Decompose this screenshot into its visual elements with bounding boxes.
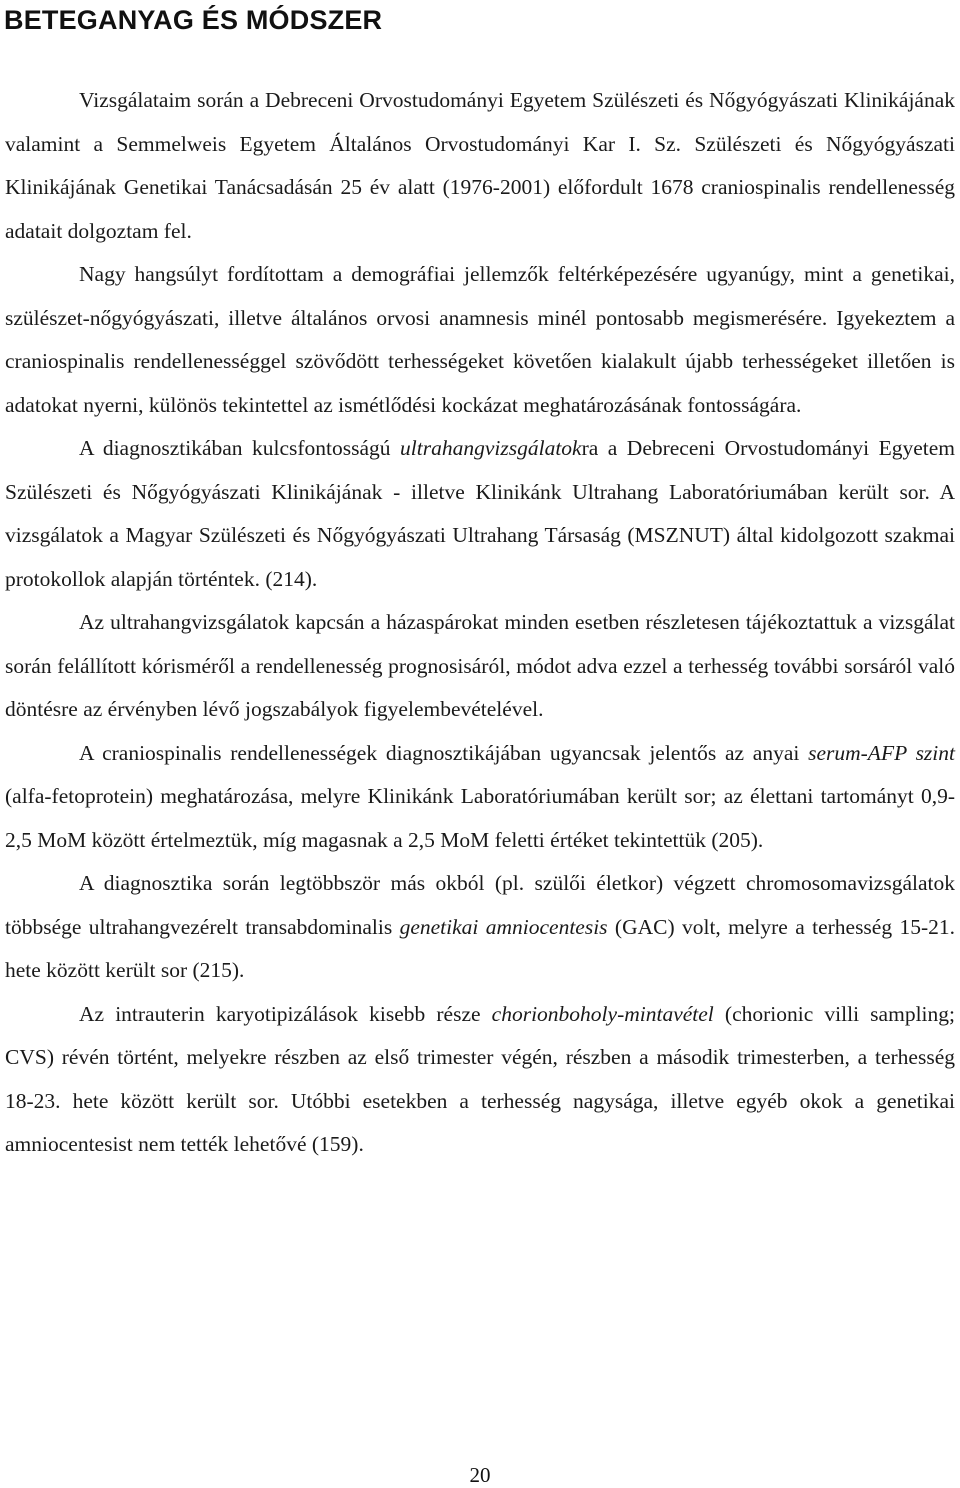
paragraph [5,253,955,427]
italic-term: serum-AFP szint [808,740,955,765]
text-run: Az ultrahangvizsgálatok kapcsán a házaspárokat minden esetben részletesen tájékoztattuk a vizsgálat során felállított kórisméről a rendellenesség prognosisáról, módot adva ezzel a terhesség további sorsáról való döntésre az érvényben lévő jogszabályok figyelembevételével. [5,610,955,721]
text-run: (chorionic villi sampling; CVS) révén történt, melyekre részben az első trimester végén, részben a második trimesterben, a terhesség 18-23. hete között került sor. Utóbbi esetekben a terhesség nagysága, illetve egyéb okok a genetikai amniocentesist nem tették lehetővé (159). [5,1001,955,1156]
italic-term: ultrahangvizsgálatok [400,436,582,460]
italic-term: genetikai amniocentesis [399,914,608,939]
paragraph [5,862,955,993]
text-run: A diagnosztikában kulcsfontosságú [79,436,401,460]
text-run: (GAC) volt, melyre a terhesség 15-21. hete között került sor (215). [5,914,955,982]
section-heading: BETEGANYAG ÉS MÓDSZER [4,5,383,35]
text-run: Az intrauterin karyotipizálások kisebb része [79,1001,492,1026]
text-run: Nagy hangsúlyt fordítottam a demográfiai jellemzők feltérképezésére ugyanúgy, mint a genetikai, szülészet-nőgyógyászati, illetve általános orvosi anamnesis minél pontosabb megismerésére. Igyekeztem a craniospinalis rendellenességgel szövődött terhességeket követően kialakult újabb terhességeket illetően is adatokat nyerni, különös tekintettel az ismétlődési kockázat meghatározásának fontosságára. [5,262,955,417]
paragraph [5,993,955,1167]
paragraph [5,732,955,863]
page-number: 20 [469,1463,491,1487]
text-run: A craniospinalis rendellenességek diagnosztikájában ugyancsak jelentős az anyai [79,740,809,765]
text-run: Vizsgálataim során a Debreceni Orvostudományi Egyetem Szülészeti és Nőgyógyászati Klinikájának valamint a Semmelweis Egyetem Általános Orvostudományi Kar I. Sz. Szülészeti és Nőgyógyászati Klinikájának Genetikai Tanácsadásán 25 év alatt (1976-2001) előfordult 1678 craniospinalis rendellenesség adatait dolgoztam fel. [5,88,955,243]
paragraph [5,79,955,253]
text-run: ra a Debreceni Orvostudományi Egyetem Szülészeti és Nőgyógyászati Klinikájának - illetve Klinikánk Ultrahang Laboratóriumában került sor. A vizsgálatok a Magyar Szülészeti és Nőgyógyászati Ultrahang Társaság (MSZNUT) által kidolgozott szakmai protokollok alapján történtek. (214). [5,436,956,591]
text-run: A diagnosztika során legtöbbször más okból (pl. szülői életkor) végzett chromosomavizsgálatok többsége ultrahangvezérelt transabdominalis [5,871,955,939]
italic-term: chorionboholy-mintavétel [491,1001,714,1026]
body-text [5,79,955,1167]
paragraph [5,427,955,601]
text-run: (alfa-fetoprotein) meghatározása, melyre Klinikánk Laboratóriumában került sor; az élettani tartományt 0,9-2,5 MoM között értelmeztük, míg magasnak a 2,5 MoM feletti értéket tekintettük (205). [5,784,955,852]
paragraph [5,601,955,732]
